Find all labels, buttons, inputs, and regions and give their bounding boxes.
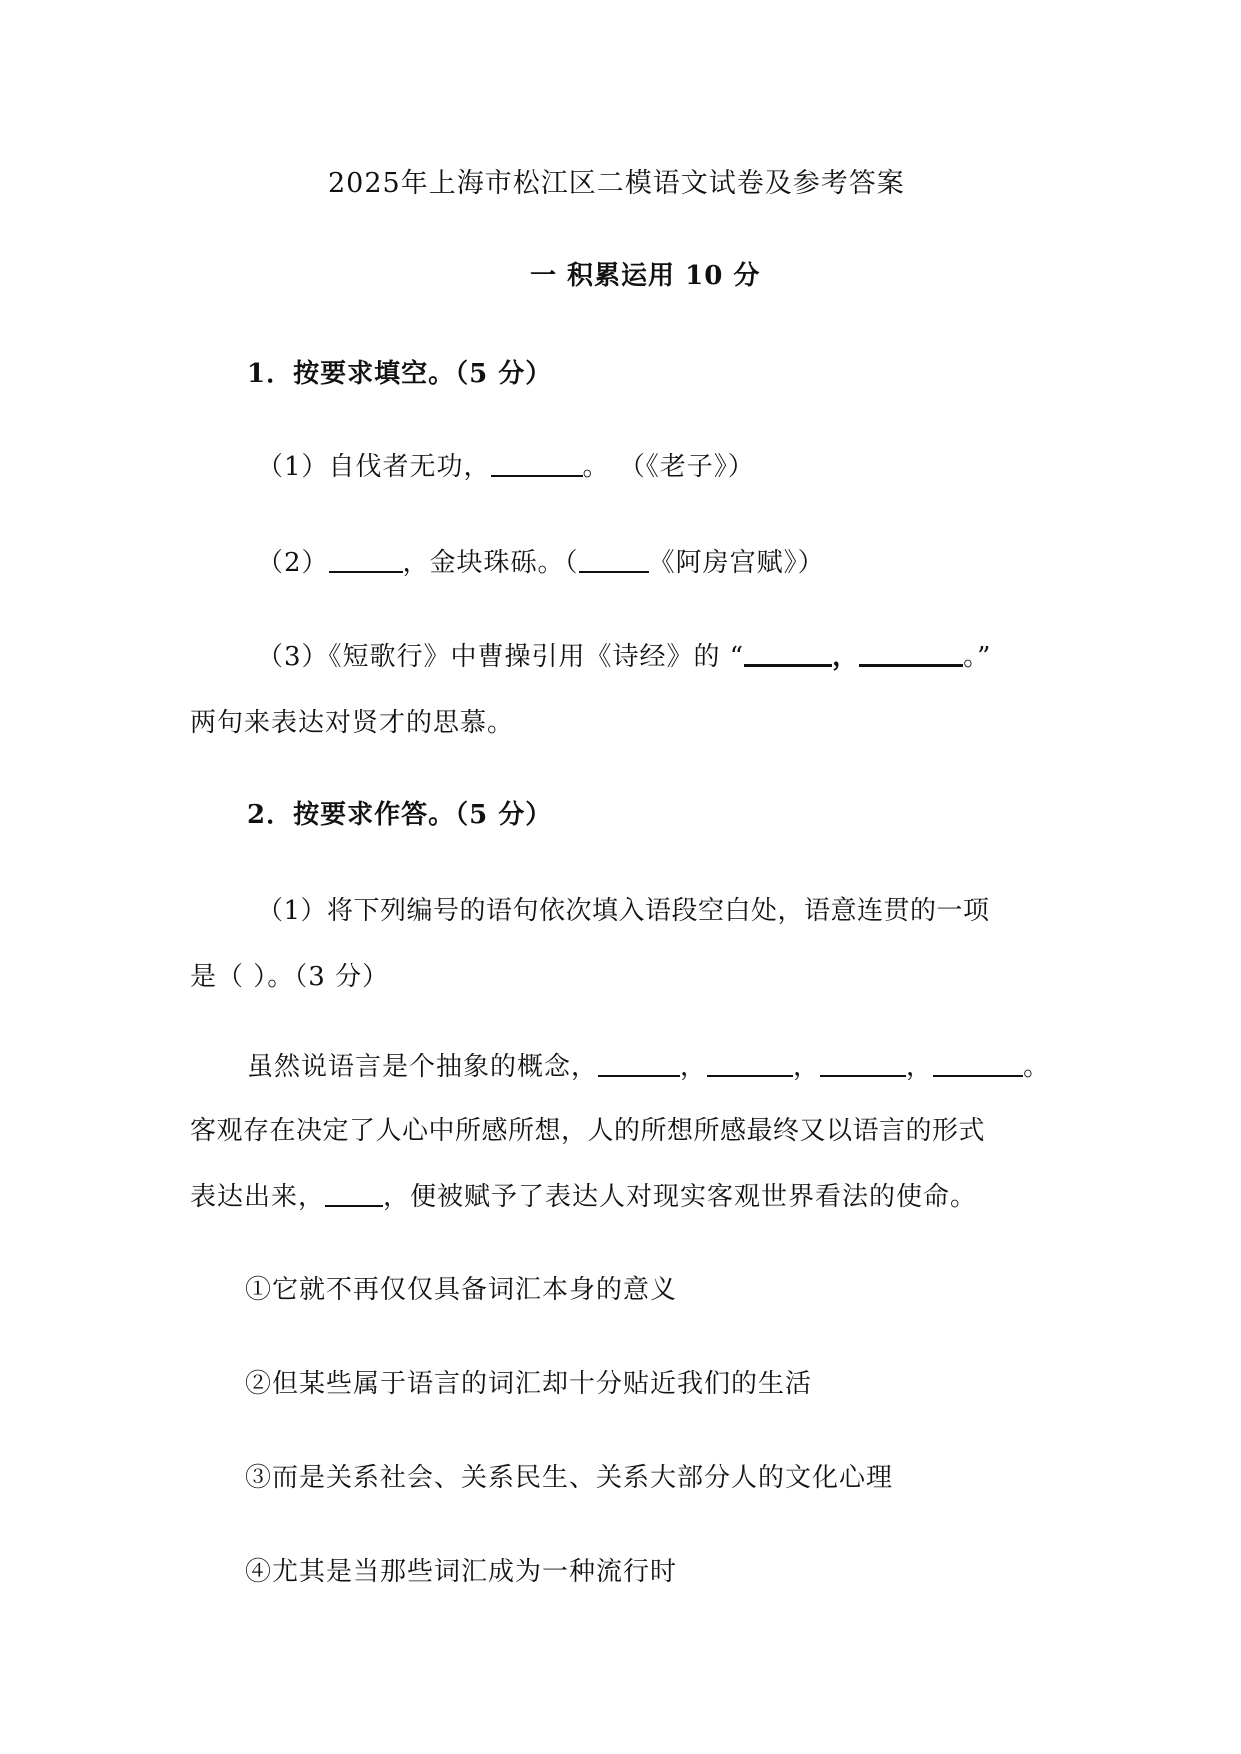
- passage-line-1: [247, 1050, 1050, 1084]
- q1-item-3: [257, 640, 991, 674]
- passage-line-2: 客观存在决定了人心中所感所想，人的所想所感最终又以语言的形式: [190, 1116, 986, 1146]
- option-2: ②但某些属于语言的词汇却十分贴近我们的生活: [245, 1369, 813, 1399]
- q1-item-3-prefix: （3）《短歌行》中曹操引用《诗经》的 “: [257, 642, 745, 672]
- q1-item-3-suffix: 。”: [963, 642, 992, 672]
- passage-comma-3: ，: [906, 1052, 934, 1082]
- q2-item-1-line-2: 是（ ）。（3 分）: [190, 962, 390, 992]
- q2-item-1-line-1: （1）将下列编号的语句依次填入语段空白处，语意连贯的一项: [257, 896, 990, 926]
- passage-blank-2[interactable]: [707, 1051, 793, 1077]
- question-1-heading: 1．按要求填空。（5 分）: [247, 359, 553, 389]
- passage-line-3: [190, 1180, 977, 1214]
- passage-comma-1: ，: [680, 1052, 708, 1082]
- q1-item-2: [257, 546, 825, 580]
- option-3: ③而是关系社会、关系民生、关系大部分人的文化心理: [245, 1463, 894, 1493]
- option-1: ①它就不再仅仅具备词汇本身的意义: [245, 1275, 678, 1305]
- section-heading: 一 积累运用 10 分: [530, 261, 761, 291]
- q1-item-3-comma: ，: [832, 642, 860, 672]
- passage-line-3-suffix: ，便被赋予了表达人对现实客观世界看法的使命。: [383, 1182, 978, 1212]
- passage-comma-2: ，: [793, 1052, 821, 1082]
- option-4: ④尤其是当那些词汇成为一种流行时: [245, 1557, 678, 1587]
- q1-item-1-blank[interactable]: [491, 451, 583, 477]
- passage-prefix: 虽然说语言是个抽象的概念，: [247, 1052, 599, 1082]
- passage-blank-5[interactable]: [325, 1181, 383, 1207]
- q1-item-2-suffix: 《阿房宫赋》）: [648, 548, 825, 578]
- passage-blank-1[interactable]: [598, 1051, 680, 1077]
- q1-item-2-blank-2[interactable]: [579, 547, 649, 573]
- q1-item-2-prefix: （2）: [257, 548, 329, 578]
- passage-blank-3[interactable]: [820, 1051, 906, 1077]
- q1-item-2-middle: ，金块珠砾。（: [402, 548, 579, 578]
- q1-item-3-blank-2[interactable]: [859, 640, 963, 667]
- q1-item-3-line-2: 两句来表达对贤才的思慕。: [190, 708, 515, 738]
- q1-item-1: [257, 450, 755, 484]
- q1-item-1-prefix: （1）自伐者无功，: [257, 452, 491, 482]
- q1-item-1-suffix: 。 （《老子》）: [582, 452, 755, 482]
- q1-item-2-blank-1[interactable]: [329, 547, 403, 573]
- q1-item-3-blank-1[interactable]: [744, 640, 832, 667]
- document-title: 2025年上海市松江区二模语文试卷及参考答案: [328, 168, 905, 199]
- question-2-heading: 2．按要求作答。（5 分）: [247, 800, 553, 830]
- passage-line-3-prefix: 表达出来，: [190, 1182, 326, 1212]
- passage-blank-4[interactable]: [933, 1051, 1023, 1077]
- passage-end: 。: [1023, 1052, 1051, 1082]
